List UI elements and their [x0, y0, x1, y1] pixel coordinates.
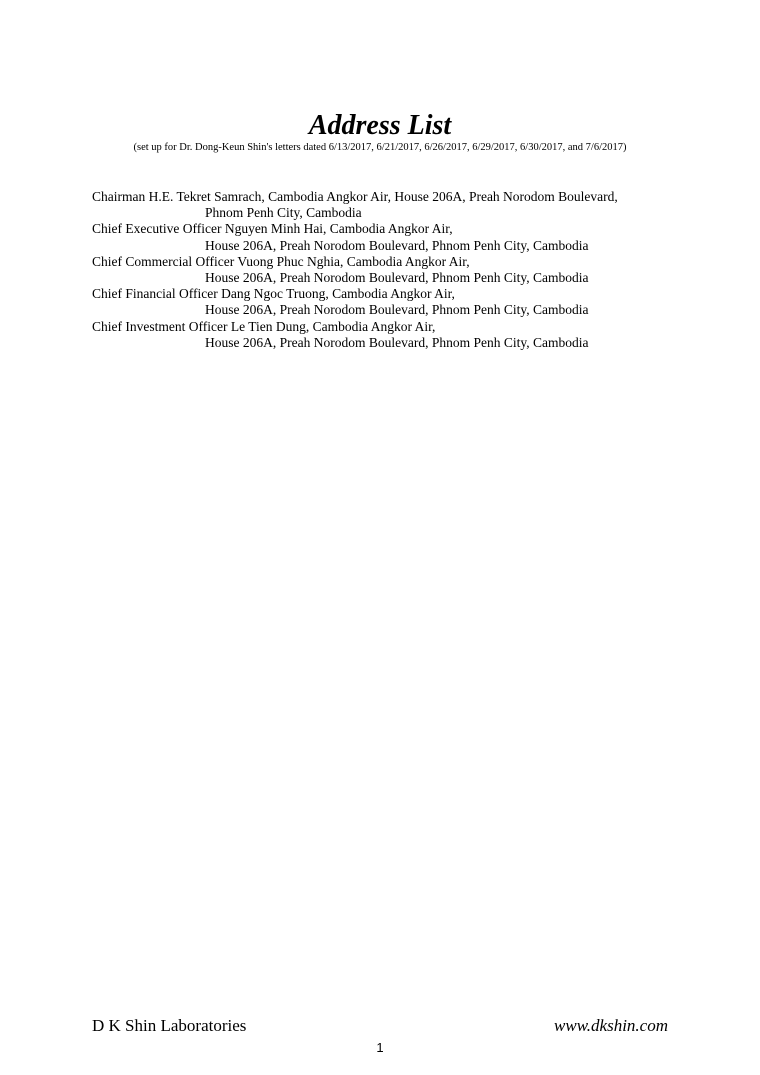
address-entry: [92, 286, 712, 318]
page-number: 1: [376, 1040, 384, 1055]
address-entry: [92, 189, 712, 221]
address-entry-recipient: Chief Executive Officer Nguyen Minh Hai, Cambodia Angkor Air,: [92, 221, 453, 237]
footer-website: www.dkshin.com: [554, 1016, 668, 1035]
address-entry-recipient: Chief Investment Officer Le Tien Dung, Cambodia Angkor Air,: [92, 318, 436, 334]
address-entry-continuation: House 206A, Preah Norodom Boulevard, Phnom Penh City, Cambodia: [205, 302, 589, 318]
page-subtitle: (set up for Dr. Dong-Keun Shin's letters dated 6/13/2017, 6/21/2017, 6/26/2017, 6/29/2017, 6/30/2017, and 7/6/2017): [133, 142, 627, 153]
address-list: [92, 189, 712, 351]
address-entry-recipient: Chairman H.E. Tekret Samrach, Cambodia Angkor Air, House 206A, Preah Norodom Boulevard,: [92, 189, 618, 204]
address-entry-continuation: House 206A, Preah Norodom Boulevard, Phnom Penh City, Cambodia: [205, 270, 589, 286]
address-entry-continuation: Phnom Penh City, Cambodia: [205, 205, 362, 221]
address-entry: [92, 221, 712, 253]
address-entry-recipient: Chief Commercial Officer Vuong Phuc Nghia, Cambodia Angkor Air,: [92, 253, 470, 269]
address-entry-continuation: House 206A, Preah Norodom Boulevard, Phnom Penh City, Cambodia: [205, 237, 589, 253]
address-entry: [92, 319, 712, 351]
address-entry-continuation: House 206A, Preah Norodom Boulevard, Phnom Penh City, Cambodia: [205, 334, 589, 350]
footer-organization: D K Shin Laboratories: [92, 1016, 247, 1035]
address-entry-recipient: Chief Financial Officer Dang Ngoc Truong, Cambodia Angkor Air,: [92, 286, 455, 302]
address-entry: [92, 254, 712, 286]
page-title: Address List: [308, 110, 452, 141]
